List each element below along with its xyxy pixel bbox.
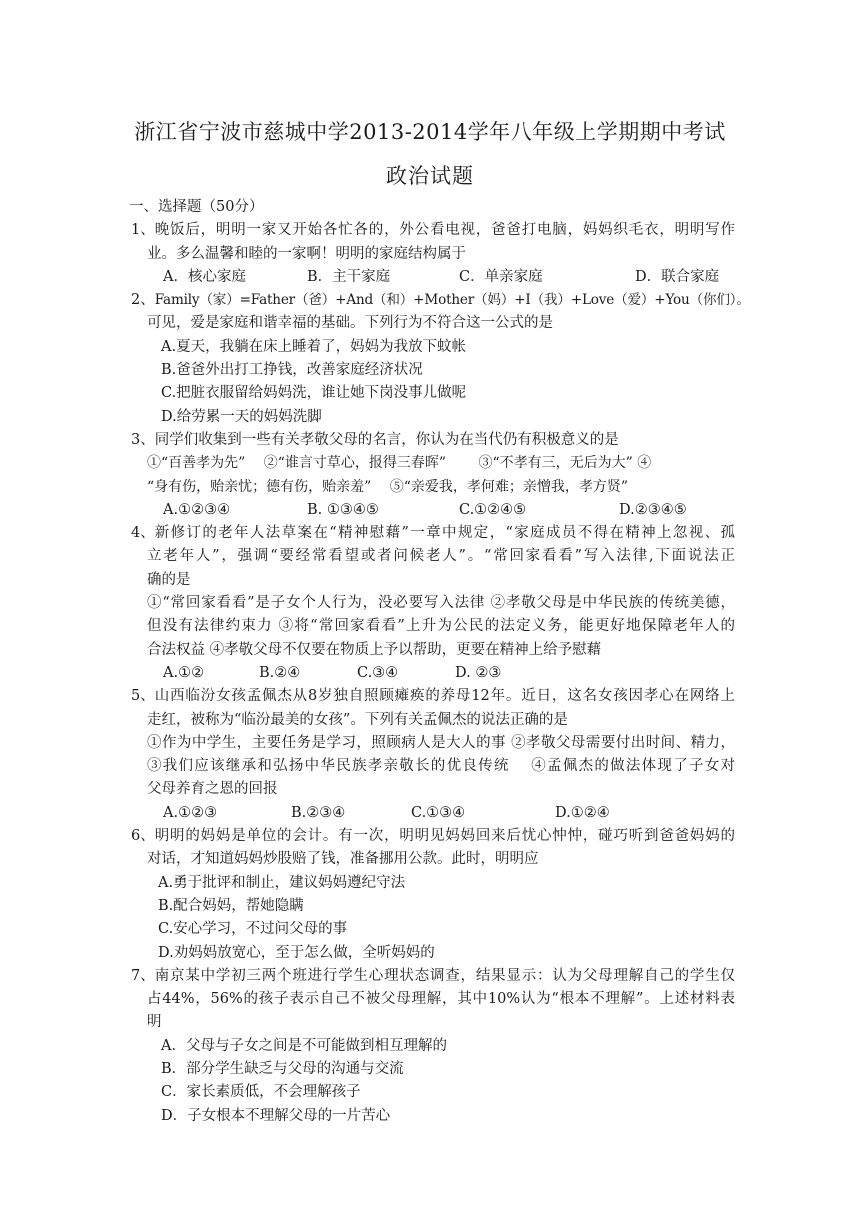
page-title: 浙江省宁波市慈城中学2013-2014学年八年级上学期期中考试 bbox=[134, 120, 726, 144]
question-text: 父母养育之恩的回报 bbox=[147, 781, 278, 798]
question-2 bbox=[131, 289, 750, 429]
option-c: C．单亲家庭 bbox=[459, 268, 543, 285]
question-text: 可见，爱是家庭和谐幸福的基础。下列行为不符合这一公式的是 bbox=[147, 315, 553, 332]
option-row bbox=[131, 662, 735, 685]
question-6 bbox=[131, 825, 735, 965]
question-text: 南京某中学初三两个班进行学生心理状态调查，结果显示：认为父母理解自己的学生仅 bbox=[154, 967, 735, 984]
option-b: B.②③④ bbox=[291, 804, 346, 821]
question-text: 同学们收集到一些有关孝敬父母的名言，你认为在当代仍有积极意义的是 bbox=[154, 431, 619, 448]
question-number: 7、 bbox=[131, 967, 155, 984]
option-a: A．核心家庭 bbox=[163, 268, 246, 285]
question-text: 晚饭后，明明一家又开始各忙各的，外公看电视，爸爸打电脑，妈妈织毛衣，明明写作 bbox=[154, 222, 735, 239]
option-a: A.①②③ bbox=[163, 804, 218, 821]
page-subtitle: 政治试题 bbox=[386, 164, 474, 188]
question-7 bbox=[131, 965, 735, 1128]
option-b: B．部分学生缺乏与父母的沟通与交流 bbox=[161, 1060, 404, 1077]
option-d: D．联合家庭 bbox=[635, 268, 720, 285]
question-number: 3、 bbox=[131, 431, 155, 448]
option-c: C.把脏衣服留给妈妈洗，谁让她下岗没事儿做呢 bbox=[161, 385, 467, 402]
option-b: B.②④ bbox=[259, 664, 301, 681]
option-row bbox=[131, 802, 735, 825]
question-number: 2、 bbox=[131, 292, 155, 309]
question-text: 确的是 bbox=[147, 571, 191, 588]
question-5 bbox=[131, 685, 735, 825]
question-list bbox=[129, 196, 750, 1128]
question-text: 明明的妈妈是单位的会计。有一次，明明见妈妈回来后忧心忡忡，碰巧听到爸爸妈妈的 bbox=[154, 828, 735, 845]
question-text: 对话，才知道妈妈炒股赔了钱，准备挪用公款。此时，明明应 bbox=[147, 851, 539, 868]
section-heading: 一、选择题（50分） bbox=[129, 199, 264, 215]
option-a: A.①②③④ bbox=[163, 501, 231, 518]
option-a: A.勇于批评和制止，建议妈妈遵纪守法 bbox=[158, 874, 406, 891]
question-number: 4、 bbox=[131, 525, 155, 542]
question-text: ③我们应该继承和弘扬中华民族孝亲敬长的优良传统 ④孟佩杰的做法体现了子女对 bbox=[147, 758, 735, 775]
question-text: 占44%，56%的孩子表示自己不被父母理解，其中10%认为“根本不理解”。上述材料表 bbox=[147, 991, 735, 1008]
question-text: ①作为中学生，主要任务是学习，照顾病人是大人的事 ②孝敬父母需要付出时间、精力， bbox=[147, 734, 735, 751]
option-c: C．家长素质低，不会理解孩子 bbox=[161, 1084, 361, 1101]
option-b: B.配合妈妈，帮她隐瞒 bbox=[158, 897, 304, 914]
question-text: 山西临汾女孩孟佩杰从8岁独自照顾瘫痪的养母12年。近日，这名女孩因孝心在网络上 bbox=[154, 688, 735, 705]
option-d: D. ②③ bbox=[455, 664, 502, 681]
question-text: Family（家）=Father（爸）+And（和）+Mother（妈）+I（我）+Love（爱）+You（你们）。 bbox=[154, 292, 750, 309]
question-text: 明 bbox=[147, 1014, 162, 1031]
option-c: C.①②④⑤ bbox=[459, 501, 527, 518]
option-d: D.劝妈妈放宽心，至于怎么做，全听妈妈的 bbox=[158, 944, 435, 961]
question-number: 6、 bbox=[131, 828, 155, 845]
question-text: 立老年人”，强调“要经常看望或者问候老人”。“常回家看看”写入法律,下面说法正 bbox=[147, 548, 735, 565]
question-3 bbox=[131, 429, 735, 522]
option-b: B.爸爸外出打工挣钱，改善家庭经济状况 bbox=[161, 362, 423, 379]
question-4 bbox=[131, 522, 735, 685]
question-number: 5、 bbox=[131, 688, 155, 705]
option-d: D.①②④ bbox=[555, 804, 610, 821]
option-b: B. ①③④⑤ bbox=[307, 501, 379, 518]
question-text: 但没有法律约束力 ③将“常回家看看”上升为公民的法定义务，能更好地保障老年人的 bbox=[147, 618, 735, 635]
option-b: B．主干家庭 bbox=[307, 268, 391, 285]
question-text: 新修订的老年人法草案在“精神慰藉”一章中规定，“家庭成员不得在精神上忽视、孤 bbox=[154, 525, 735, 542]
question-1 bbox=[131, 219, 735, 289]
question-text: ①“百善孝为先” ②“谁言寸草心，报得三春晖” ③“不孝有三，无后为大” ④ bbox=[147, 455, 652, 472]
option-d: D．子女根本不理解父母的一片苦心 bbox=[161, 1107, 391, 1124]
question-text: 走红，被称为“临汾最美的女孩”。下列有关孟佩杰的说法正确的是 bbox=[147, 711, 568, 728]
option-a: A.夏天，我躺在床上睡着了，妈妈为我放下蚊帐 bbox=[161, 338, 467, 355]
option-a: A．父母与子女之间是不可能做到相互理解的 bbox=[161, 1037, 447, 1054]
question-text: 合法权益 ④孝敬父母不仅要在物质上予以帮助，更要在精神上给予慰藉 bbox=[147, 641, 602, 658]
question-text: 业。多么温馨和睦的一家啊！明明的家庭结构属于 bbox=[147, 245, 466, 262]
option-row bbox=[131, 266, 735, 289]
option-c: C.③④ bbox=[357, 664, 399, 681]
question-text: “身有伤，贻亲忧；德有伤，贻亲羞” ⑤“亲爱我，孝何难；亲憎我，孝方贤” bbox=[147, 478, 629, 495]
option-c: C.安心学习，不过问父母的事 bbox=[158, 921, 348, 938]
option-d: D.给劳累一天的妈妈洗脚 bbox=[161, 408, 322, 425]
option-d: D.②③④⑤ bbox=[619, 501, 687, 518]
option-a: A.①② bbox=[163, 664, 205, 681]
question-number: 1、 bbox=[131, 222, 155, 239]
option-c: C.①③④ bbox=[411, 804, 466, 821]
option-row bbox=[131, 499, 735, 522]
question-text: ①“常回家看看”是子女个人行为，没必要写入法律 ②孝敬父母是中华民族的传统美德， bbox=[147, 595, 735, 612]
